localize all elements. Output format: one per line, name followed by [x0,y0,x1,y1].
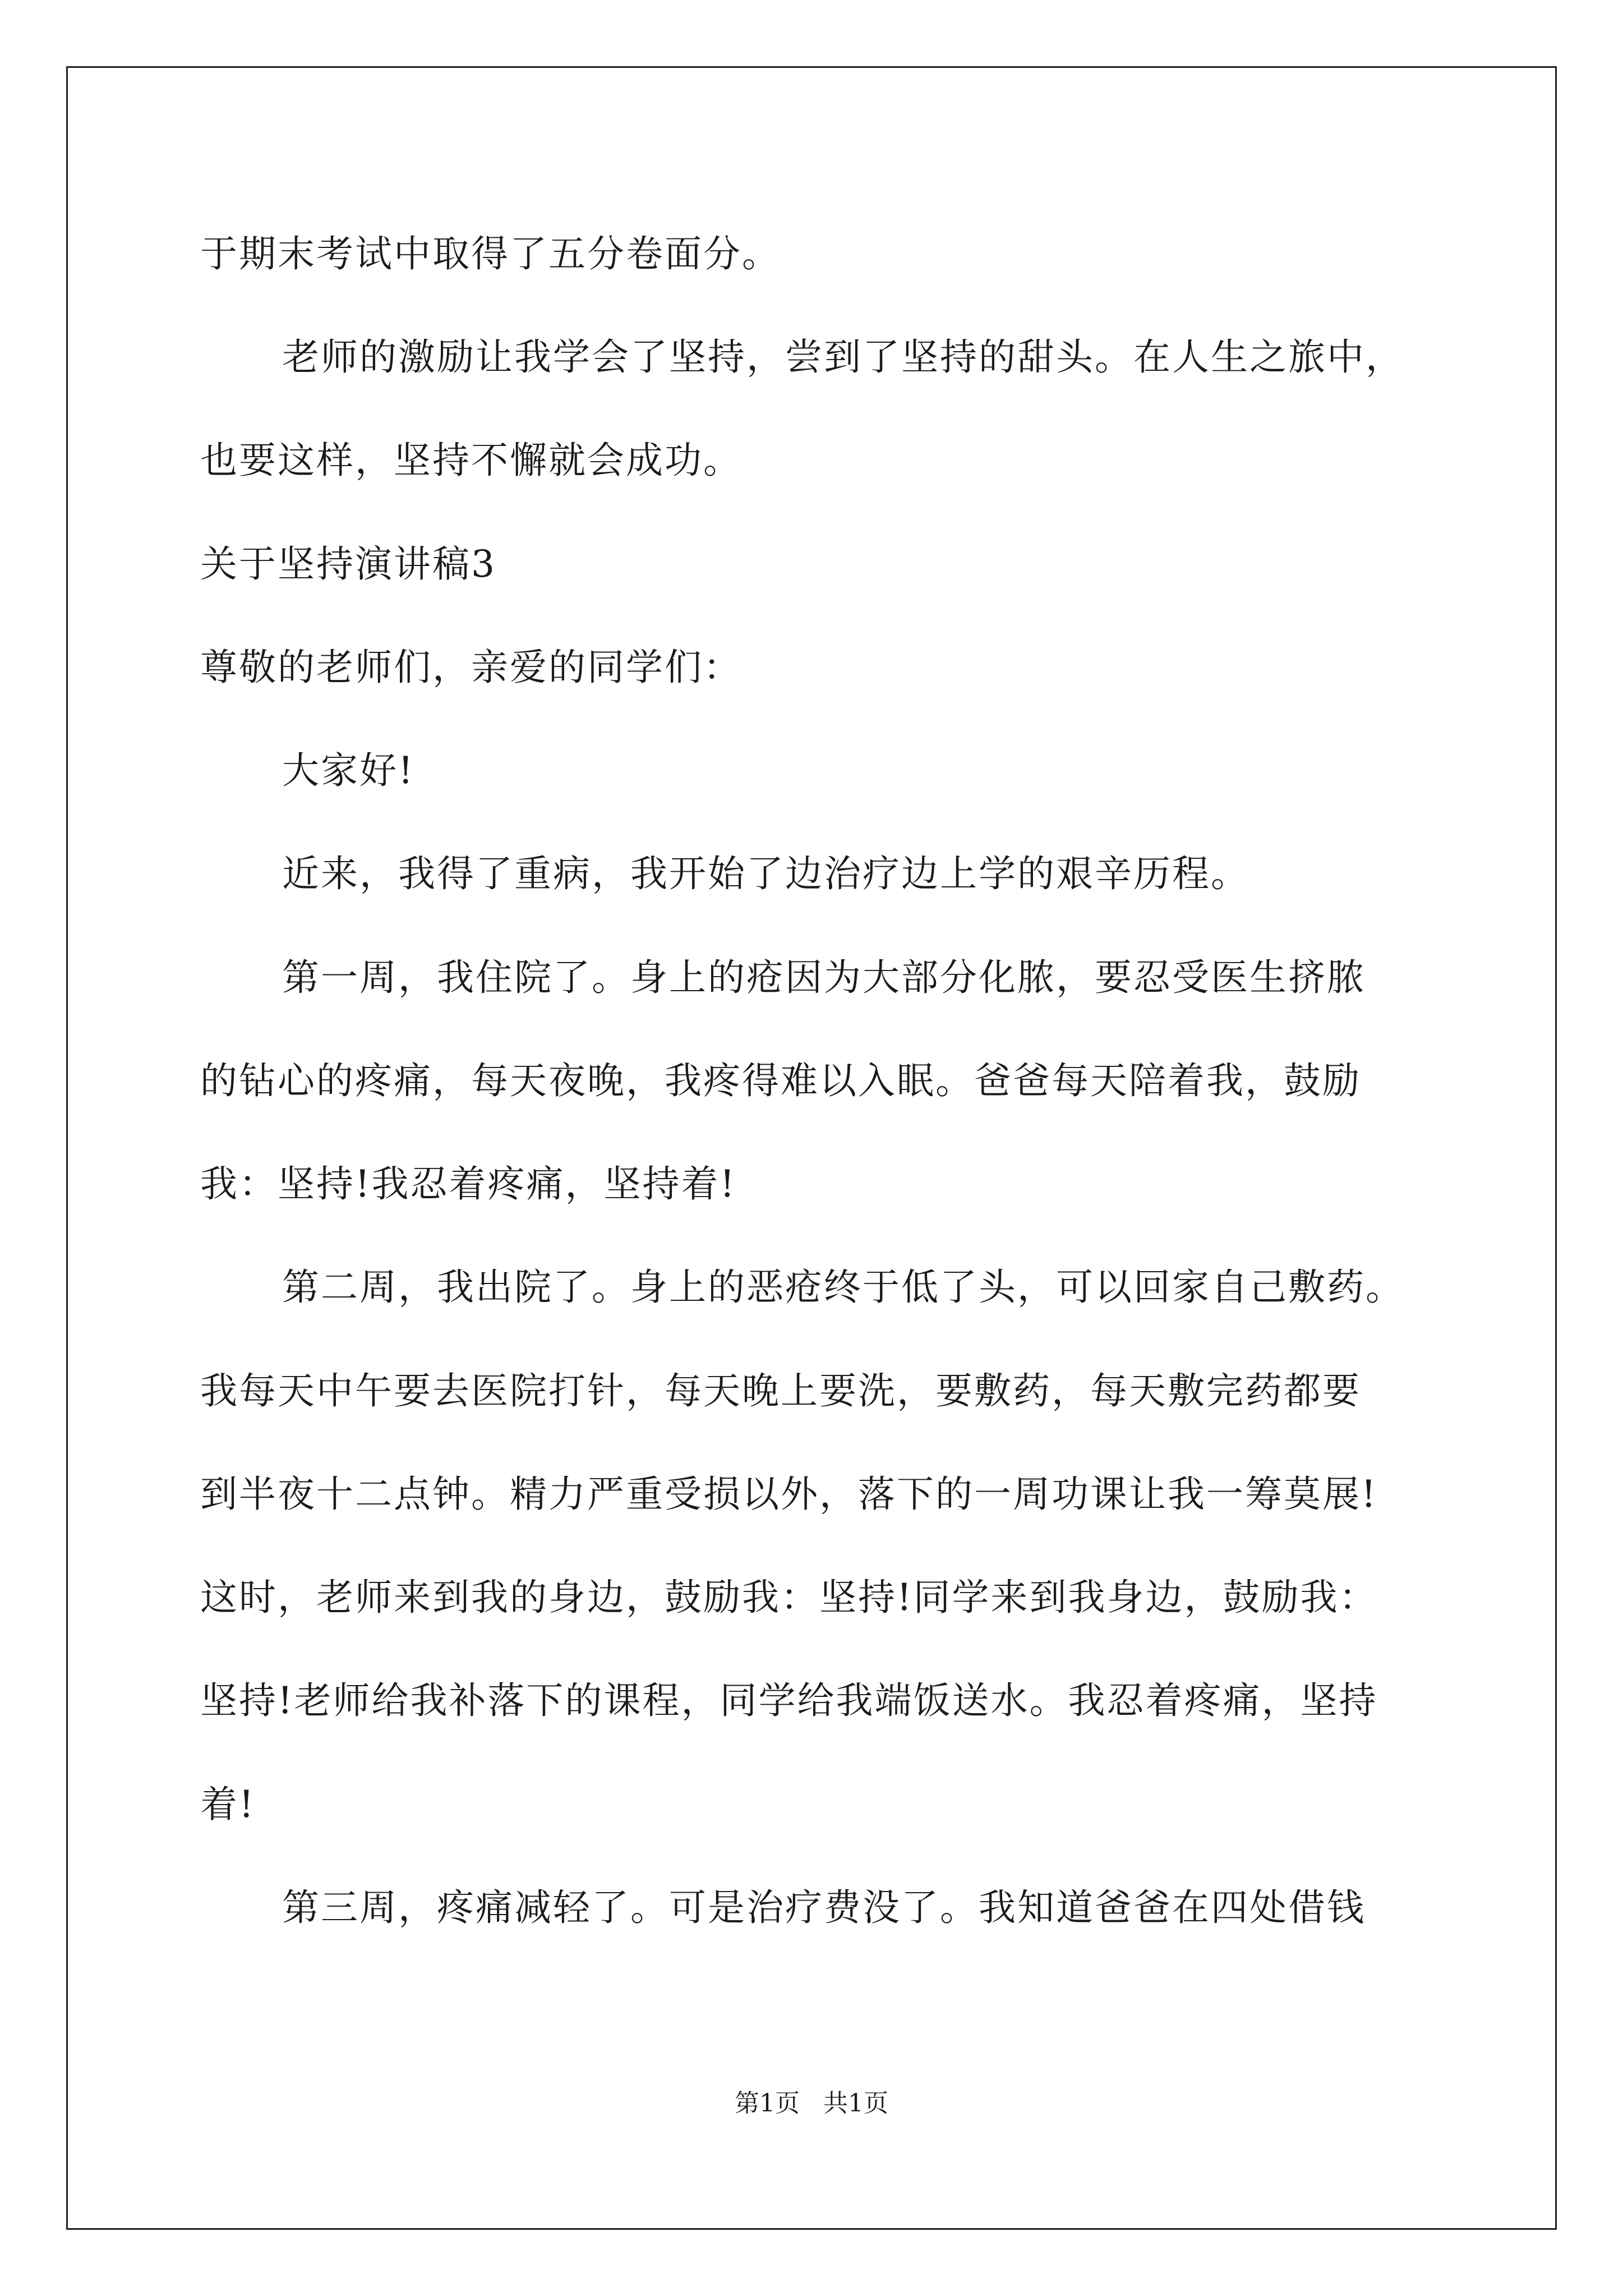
salutation: 尊敬的老师们，亲爱的同学们： [200,646,742,689]
text-line: 老师的激励让我学会了坚持，尝到了坚持的甜头。在人生之旅中， [282,335,1404,379]
text-line: 着! [200,1783,256,1826]
text-line: 我每天中午要去医院打针，每天晚上要洗，要敷药，每天敷完药都要 [200,1369,1361,1412]
text-line: 第二周，我出院了。身上的恶疮终于低了头，可以回家自己敷药。 [282,1266,1404,1309]
text-line: 坚持!老师给我补落下的课程，同学给我端饭送水。我忍着疼痛，坚持 [200,1679,1378,1722]
page-number-footer: 第1页 共1页 [735,2089,888,2118]
text-line: 于期末考试中取得了五分卷面分。 [200,232,781,275]
text-line: 第一周，我住院了。身上的疮因为大部分化脓，要忍受医生挤脓 [282,956,1366,999]
section-heading: 关于坚持演讲稿3 [200,542,496,586]
text-line: 也要这样，坚持不懈就会成功。 [200,439,742,482]
text-line: 的钻心的疼痛，每天夜晚，我疼得难以入眠。爸爸每天陪着我，鼓励 [200,1059,1361,1102]
text-line: 第三周，疼痛减轻了。可是治疗费没了。我知道爸爸在四处借钱 [282,1886,1366,1929]
text-line: 到半夜十二点钟。精力严重受损以外，落下的一周功课让我一筹莫展! [200,1473,1378,1516]
text-line: 近来，我得了重病，我开始了边治疗边上学的艰辛历程。 [282,852,1249,895]
text-line: 大家好! [282,749,415,792]
text-line: 我：坚持!我忍着疼痛，坚持着! [200,1162,737,1205]
text-line: 这时，老师来到我的身边，鼓励我：坚持!同学来到我身边，鼓励我： [200,1576,1378,1619]
